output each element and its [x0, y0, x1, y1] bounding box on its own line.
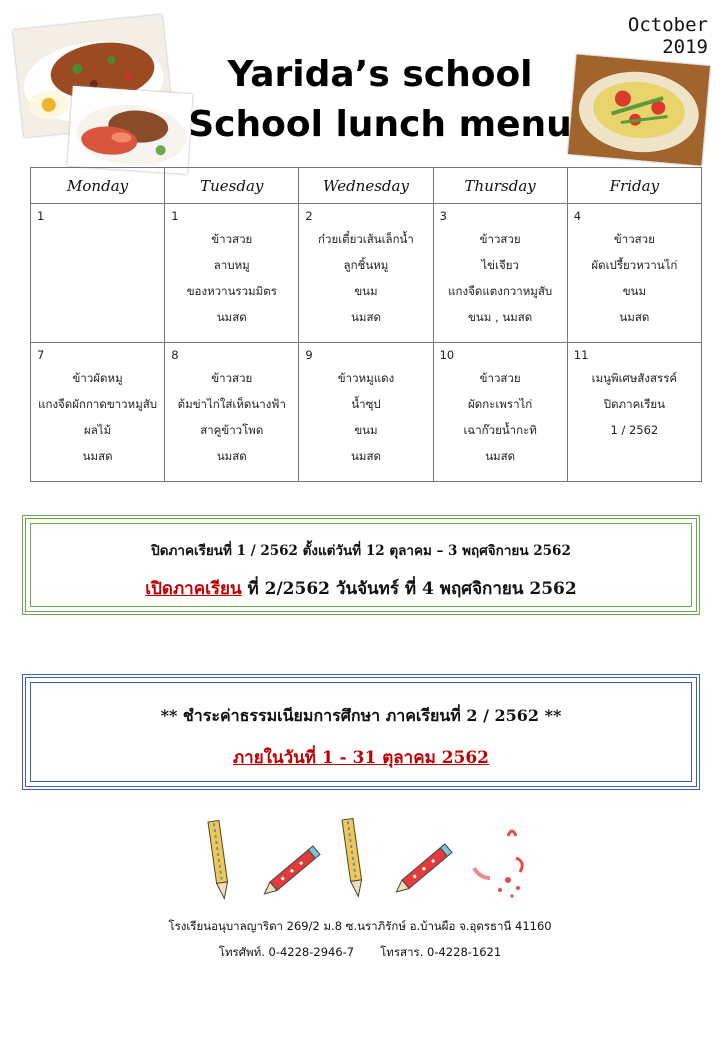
menu-day-cell — [433, 343, 567, 482]
dish-item: นมสด — [351, 310, 381, 324]
dish-item: นมสด — [485, 449, 516, 463]
dish-item: เฉาก๊วยน้ำกะทิ — [463, 423, 537, 437]
dish-item: ก๋วยเตี๋ยวเส้นเล็กน้ำ — [318, 232, 414, 246]
day-number: 2 — [305, 209, 313, 223]
page-title — [170, 50, 590, 150]
school-address: โรงเรียนอนุบาลญาริดา 269/2 ม.8 ซ.นราภิรักษ์ อ.บ้านผือ จ.อุดรธานี 41160 — [168, 919, 552, 933]
school-name: Yarida’s school — [227, 54, 533, 95]
dish-item: นมสด — [82, 449, 113, 463]
day-number: 3 — [439, 209, 447, 223]
dish-item: 1 / 2562 — [610, 423, 659, 437]
fee-notice — [22, 674, 700, 790]
fee-notice-title: ** ชำระค่าธรรมเนียมการศึกษา ภาคเรียนที่ 2 / 2562 ** — [160, 706, 562, 725]
menu-week-row — [31, 343, 702, 482]
pencils-decoration — [190, 818, 550, 908]
dish-item: ขนม — [622, 284, 647, 298]
dish-item: ข้าวผัดหมู — [72, 371, 123, 385]
menu-day-cell — [433, 204, 567, 343]
dish-item: ลูกชิ้นหมู — [343, 258, 389, 272]
pencil-icon — [342, 818, 364, 897]
semester-open-detail: ที่ 2/2562 วันจันทร์ ที่ 4 พฤศจิกายน 2562 — [241, 579, 577, 599]
day-number: 10 — [439, 348, 455, 362]
menu-day-cell — [165, 343, 299, 482]
dish-item: นมสด — [619, 310, 650, 324]
menu-title: School lunch menu — [188, 104, 572, 145]
dish-item: ขนม — [354, 284, 378, 298]
menu-day-cell — [299, 343, 433, 482]
menu-day-cell — [31, 204, 165, 343]
header-tuesday: Tuesday — [165, 168, 299, 204]
pencil-icon — [208, 820, 230, 899]
dish-item: ต้มข่าไก่ใส่เห็ดนางฟ้า — [177, 397, 286, 411]
fax-number: โทรสาร. 0-4228-1621 — [380, 945, 502, 959]
lunch-menu-table — [30, 167, 702, 482]
pencil-icon — [393, 844, 452, 896]
dish-item: ผัดกะเพราไก่ — [468, 397, 533, 411]
dish-item: ข้าวสวย — [211, 371, 253, 385]
dish-item: ขนม — [354, 423, 378, 437]
dish-item: ลาบหมู — [213, 258, 250, 272]
fee-deadline — [26, 744, 696, 771]
day-number: 4 — [573, 209, 582, 223]
semester-open-date — [26, 575, 696, 602]
day-number: 9 — [305, 348, 313, 362]
dish-item: แกงจืดผักกาดขาวหมูสับ — [38, 397, 158, 411]
menu-day-cell — [299, 204, 433, 343]
dish-item: ข้าวสวย — [479, 232, 521, 246]
pencil-icon — [261, 846, 320, 898]
day-number: 8 — [171, 348, 179, 362]
dish-item: นมสด — [216, 449, 247, 463]
dish-item: สาคูข้าวโพด — [200, 423, 264, 437]
semester-close-dates: ปิดภาคเรียนที่ 1 / 2562 ตั้งแต่วันที่ 12 ตุลาคม – 3 พฤศจิกายน 2562 — [151, 543, 571, 559]
header-friday: Friday — [567, 168, 701, 204]
dish-item: ผลไม้ — [84, 423, 112, 437]
fee-deadline-text: ภายในวันที่ 1 - 31 ตุลาคม 2562 — [232, 748, 490, 768]
dish-item: ข้าวสวย — [479, 371, 521, 385]
menu-day-cell — [567, 204, 701, 343]
menu-body — [31, 204, 702, 482]
dish-item: ของหวานรวมมิตร — [186, 284, 277, 298]
dish-item: นมสด — [216, 310, 247, 324]
dish-item: ขนม , นมสด — [468, 310, 533, 324]
dish-item: แกงจืดแตงกวาหมูสับ — [448, 284, 553, 298]
semester-notice — [22, 515, 700, 615]
day-number: 1 — [37, 209, 45, 223]
dish-item: ข้าวหมูแดง — [337, 371, 395, 385]
menu-week-row — [31, 204, 702, 343]
menu-day-cell — [31, 343, 165, 482]
semester-open-label: เปิดภาคเรียน — [145, 579, 242, 599]
doodle-icon — [474, 831, 522, 898]
menu-day-cell — [567, 343, 701, 482]
dish-item: ข้าวสวย — [211, 232, 253, 246]
header-monday: Monday — [31, 168, 165, 204]
dish-item: ปิดภาคเรียน — [603, 397, 665, 411]
month-label: October 2019 — [627, 14, 708, 58]
dish-item: เมนูพิเศษสังสรรค์ — [591, 371, 678, 385]
phone-number: โทรศัพท์. 0-4228-2946-7 — [218, 945, 355, 959]
day-number: 7 — [37, 348, 45, 362]
contact-line — [80, 944, 640, 962]
menu-day-cell — [165, 204, 299, 343]
day-number: 1 — [171, 209, 179, 223]
dish-item: ผัดเปรี้ยวหวานไก่ — [591, 258, 678, 272]
header-wednesday: Wednesday — [299, 168, 433, 204]
dish-item: น้ำซุป — [351, 397, 381, 411]
day-number: 11 — [573, 348, 589, 362]
table-header-row — [31, 168, 702, 204]
dish-item: นมสด — [351, 449, 381, 463]
dish-item: ข้าวสวย — [613, 232, 655, 246]
header-thursday: Thursday — [433, 168, 567, 204]
dish-item: ไข่เจียว — [481, 258, 519, 272]
